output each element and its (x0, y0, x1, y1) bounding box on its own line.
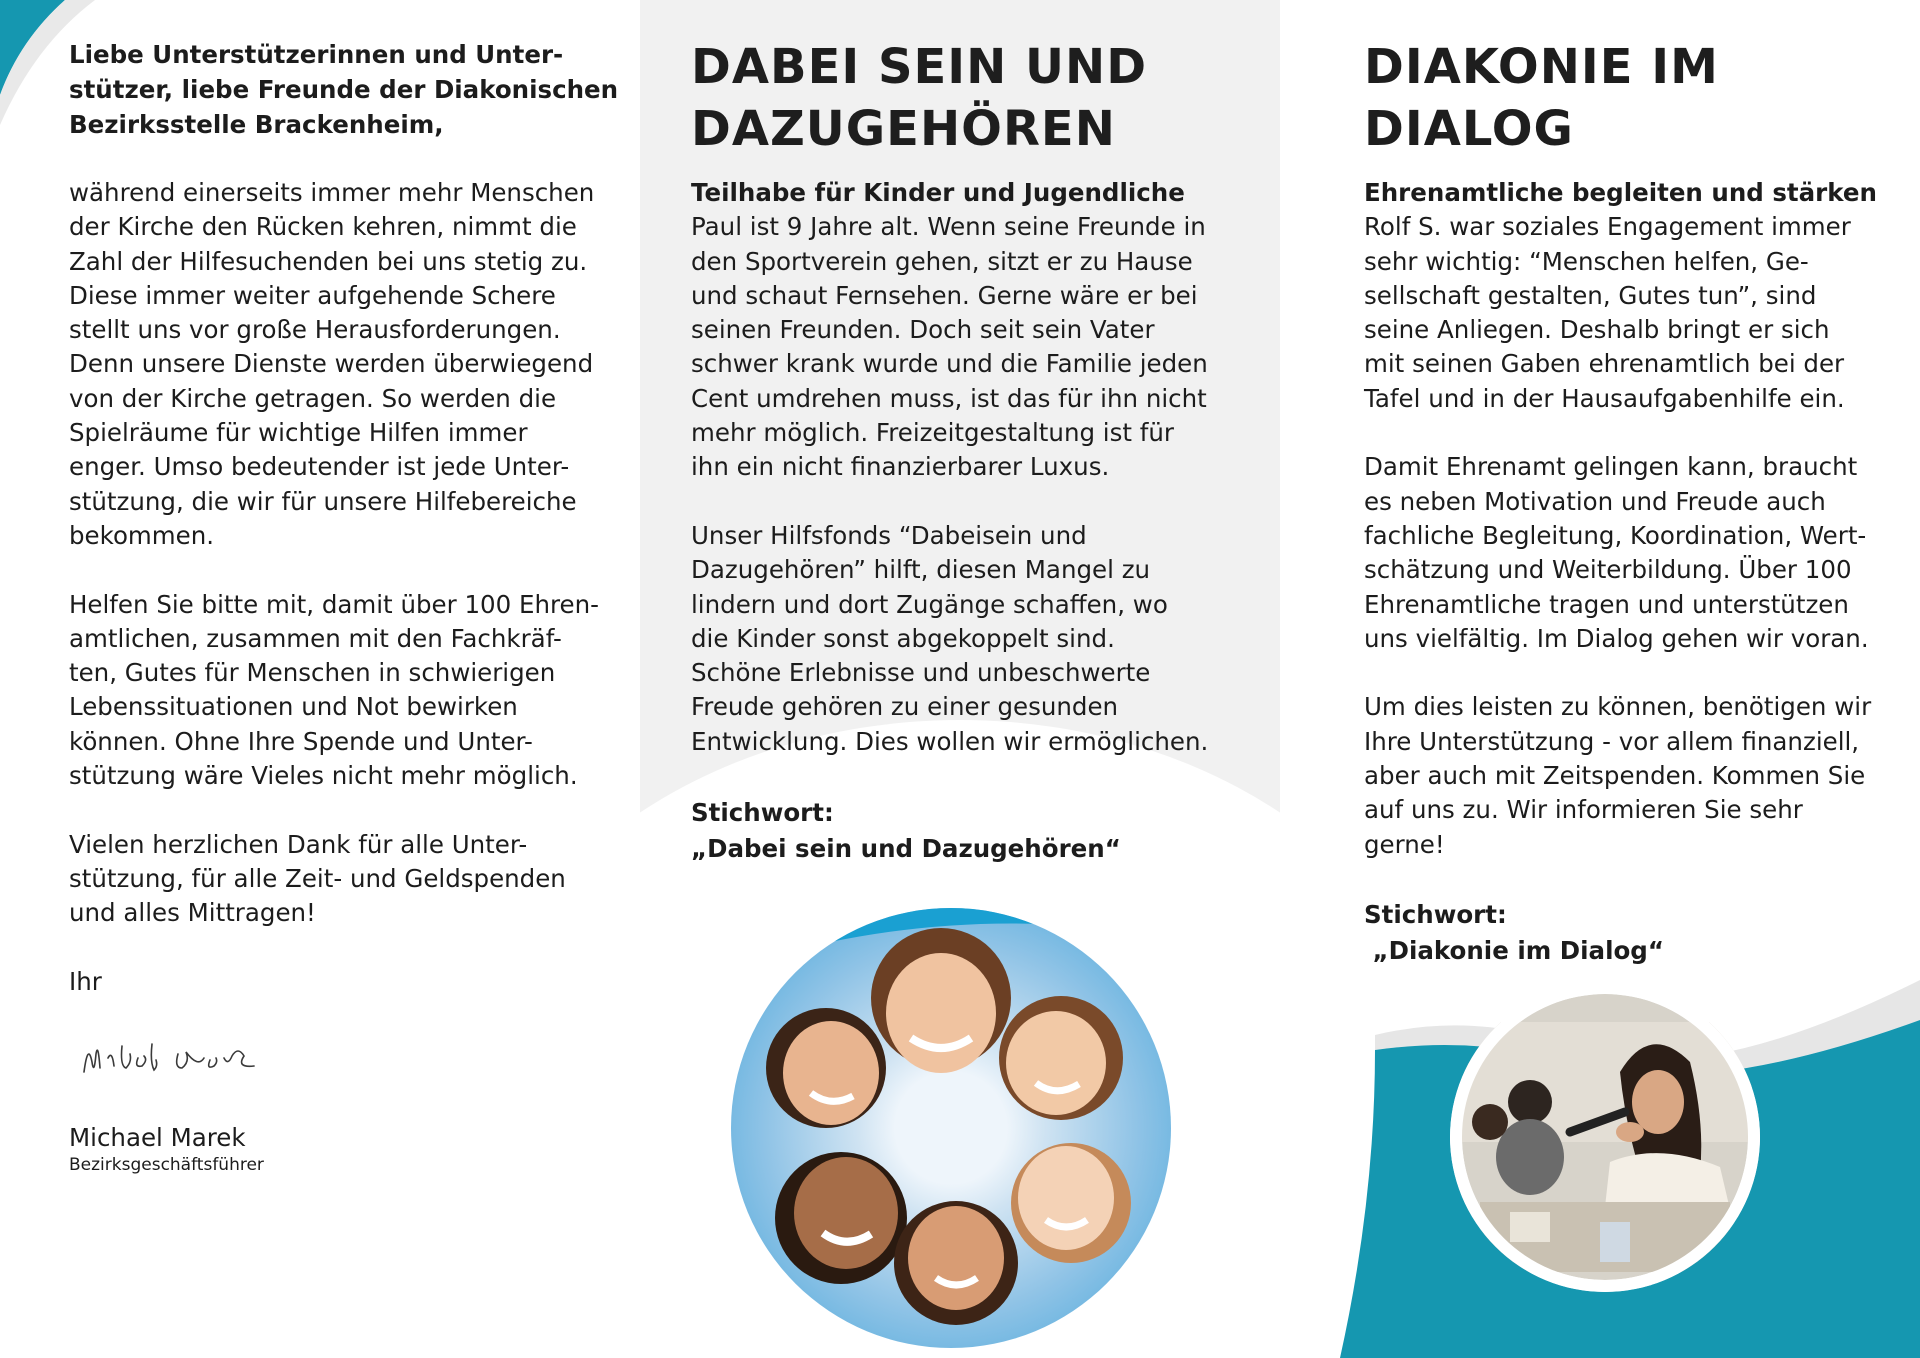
children-photo (731, 908, 1171, 1348)
volunteer-photo (1450, 982, 1760, 1292)
keyword-value: „Diakonie im Dialog“ (1364, 936, 1664, 965)
right-panel (1280, 0, 1920, 1358)
right-heading: DIAKONIE IM DIALOG (1364, 39, 1719, 157)
letter-paragraph: Vielen herzlichen Dank für alle Unter- stützung, für alle Zeit- und Geldspenden und alles Mittragen! (69, 829, 566, 928)
left-panel (0, 0, 640, 1358)
keyword-label: Stichwort: (691, 798, 834, 827)
middle-panel (640, 0, 1280, 1358)
right-paragraph: Rolf S. war soziales Engagement immer sehr wichtig: “Menschen helfen, Ge- sellschaft gestalten, Gutes tun”, sind seine Anliegen. Deshalb bringt er sich mit seinen Gaben ehrenamtlich bei der Tafel und in der Hausaufgabenhilfe ein. (1364, 212, 1851, 413)
signature (78, 1032, 318, 1092)
right-subheading: Ehrenamtliche begleiten und stärken (1364, 178, 1877, 207)
greeting: Liebe Unterstützerinnen und Unter- stützer, liebe Freunde der Diakonischen Bezirksstelle Brackenheim, (69, 40, 619, 139)
closing: Ihr (69, 966, 102, 996)
right-body (1364, 176, 1914, 862)
right-paragraph: Um dies leisten zu können, benötigen wir Ihre Unterstützung - vor allem finanziell, aber auch mit Zeitspenden. Kommen Sie auf uns zu. Wir informieren Sie sehr gerne! (1364, 692, 1872, 859)
signer-name: Michael Marek (69, 1123, 246, 1152)
letter-paragraph: Helfen Sie bitte mit, damit über 100 Ehren- amtlichen, zusammen mit den Fachkräf- ten, Gutes für Menschen in schwierigen Lebenssituationen und Not bewirken können. Ohne Ihre Spende und Unter- stützung wäre Vieles nicht mehr möglich. (69, 589, 600, 791)
middle-subheading: Teilhabe für Kinder und Jugendliche (691, 178, 1185, 207)
keyword-label: Stichwort: (1364, 900, 1507, 929)
middle-heading: DABEI SEIN UND DAZUGEHÖREN (691, 39, 1148, 157)
signer-title: Bezirksgeschäftsführer (69, 1155, 264, 1175)
letter-body (69, 176, 629, 999)
right-paragraph: Damit Ehrenamt gelingen kann, braucht es neben Motivation und Freude auch fachliche Begleitung, Koordination, Wert- schätzung und Weiterbildung. Über 100 Ehrenamtliche tragen und unterstützen uns vielfältig. Im Dialog gehen wir voran. (1364, 452, 1869, 653)
children-illustration (731, 908, 1171, 1348)
middle-paragraph: Unser Hilfsfonds “Dabeisein und Dazugehören” hilft, diesen Mangel zu lindern und dort Zugänge schaffen, wo die Kinder sonst abgekoppelt sind. Schöne Erlebnisse und unbeschwerte Freude gehören zu einer gesunden Entwicklung. Dies wollen wir ermöglichen. (691, 520, 1209, 756)
keyword-value: „Dabei sein und Dazugehören“ (691, 834, 1121, 863)
photo-frame (1450, 982, 1760, 1292)
middle-paragraph: Paul ist 9 Jahre alt. Wenn seine Freunde in den Sportverein gehen, sitzt er zu Hause und schaut Fernsehen. Gerne wäre er bei seinen Freunden. Doch seit sein Vater schwer krank wurde und die Familie jeden Cent umdrehen muss, ist das für ihn nicht mehr möglich. Freizeitgestaltung ist für ihn ein nicht finanzierbarer Luxus. (691, 212, 1208, 482)
letter-paragraph: während einerseits immer mehr Menschen der Kirche den Rücken kehren, nimmt die Zahl der Hilfesuchenden bei uns stetig zu. Diese immer weiter aufgehende Schere stellt uns vor große Herausforderungen. Denn unsere Dienste werden überwiegend von der Kirche getragen. So werden die Spielräume für wichtige Hilfen immer enger. Umso bedeutender ist jede Unter- stützung, die wir für unsere Hilfebereiche bekommen. (69, 178, 595, 550)
middle-body (691, 176, 1271, 759)
